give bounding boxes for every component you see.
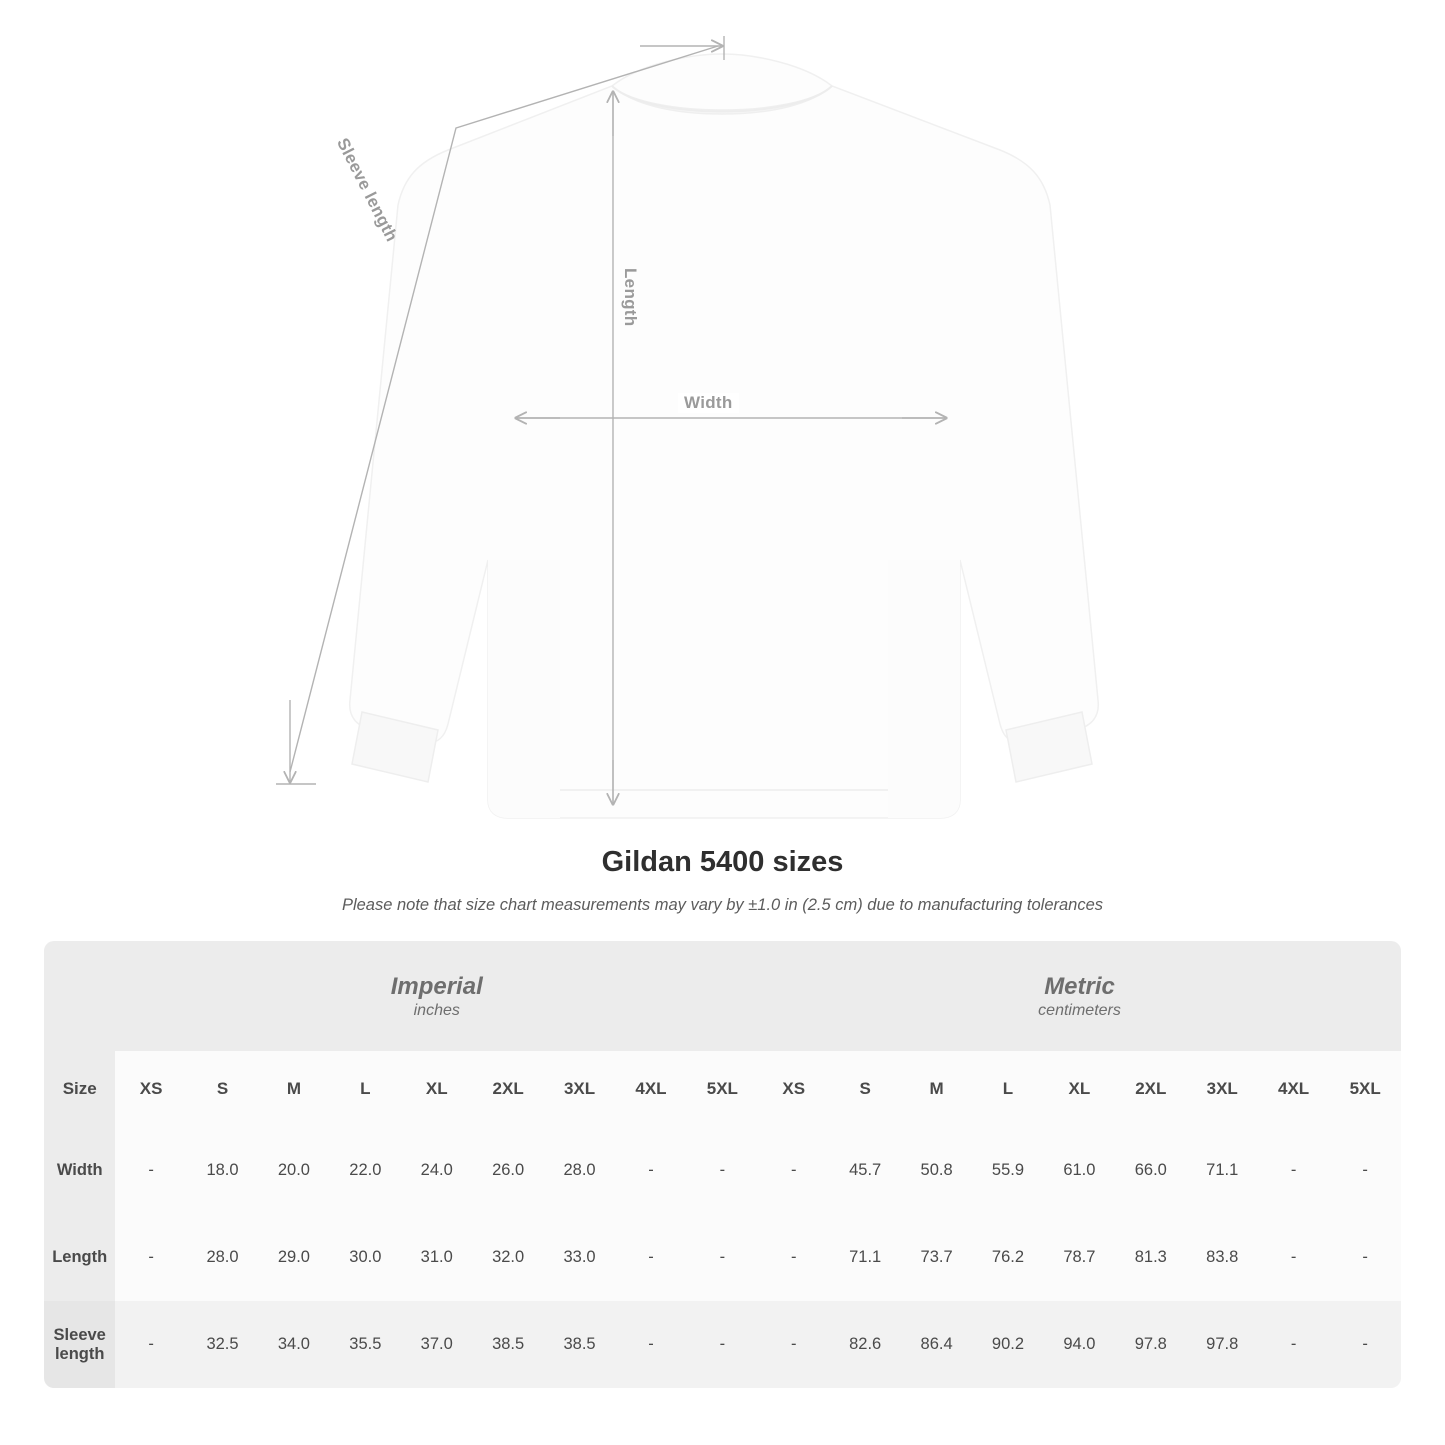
cell-sleeve-imp-s: 32.5	[187, 1301, 258, 1388]
cell-sleeve-met-l: 90.2	[972, 1301, 1043, 1388]
unit-imperial-sub: inches	[413, 1002, 460, 1019]
table-row	[44, 1301, 1401, 1388]
unit-metric-name: Metric	[1044, 973, 1115, 1000]
cell-sleeve-met-xs: -	[758, 1301, 829, 1388]
cell-sleeve-met-4xl: -	[1258, 1301, 1329, 1388]
length-label: Length	[621, 268, 640, 327]
cell-width-met-4xl: -	[1258, 1127, 1329, 1214]
cell-length-met-4xl: -	[1258, 1214, 1329, 1301]
cell-sleeve-imp-l: 35.5	[330, 1301, 401, 1388]
cell-length-imp-xs: -	[115, 1214, 186, 1301]
row-label-width: Width	[44, 1127, 115, 1214]
cell-length-imp-s: 28.0	[187, 1214, 258, 1301]
cell-length-met-2xl: 81.3	[1115, 1214, 1186, 1301]
cell-width-imp-s: 18.0	[187, 1127, 258, 1214]
cell-width-imp-4xl: -	[615, 1127, 686, 1214]
sleeve-length-label: Sleeve length	[333, 135, 402, 245]
cell-length-imp-5xl: -	[687, 1214, 758, 1301]
cell-sleeve-met-m: 86.4	[901, 1301, 972, 1388]
size-table	[44, 941, 1401, 1388]
cell-sleeve-met-3xl: 97.8	[1187, 1301, 1258, 1388]
col-head-imp-5xl: 5XL	[687, 1051, 758, 1127]
col-head-imp-3xl: 3XL	[544, 1051, 615, 1127]
col-head-met-s: S	[829, 1051, 900, 1127]
cell-width-met-m: 50.8	[901, 1127, 972, 1214]
cell-width-imp-5xl: -	[687, 1127, 758, 1214]
col-head-met-m: M	[901, 1051, 972, 1127]
cell-width-imp-l: 22.0	[330, 1127, 401, 1214]
cell-length-met-xl: 78.7	[1044, 1214, 1115, 1301]
row-header-title: Size	[44, 1051, 115, 1127]
row-label-length: Length	[44, 1214, 115, 1301]
cell-sleeve-met-xl: 94.0	[1044, 1301, 1115, 1388]
col-head-met-xl: XL	[1044, 1051, 1115, 1127]
cell-width-met-2xl: 66.0	[1115, 1127, 1186, 1214]
unit-header-row	[44, 941, 1401, 1051]
cell-width-met-3xl: 71.1	[1187, 1127, 1258, 1214]
cell-sleeve-imp-4xl: -	[615, 1301, 686, 1388]
unit-header-metric	[758, 941, 1401, 1051]
cell-width-imp-m: 20.0	[258, 1127, 329, 1214]
cell-width-imp-xl: 24.0	[401, 1127, 472, 1214]
unit-header-imperial	[115, 941, 758, 1051]
title-block	[0, 846, 1445, 915]
table-row	[44, 1127, 1401, 1214]
col-head-imp-l: L	[330, 1051, 401, 1127]
cell-length-imp-m: 29.0	[258, 1214, 329, 1301]
col-head-met-xs: XS	[758, 1051, 829, 1127]
cell-length-imp-4xl: -	[615, 1214, 686, 1301]
col-head-met-5xl: 5XL	[1329, 1051, 1401, 1127]
cell-sleeve-met-5xl: -	[1329, 1301, 1401, 1388]
cell-sleeve-imp-xs: -	[115, 1301, 186, 1388]
cell-width-met-l: 55.9	[972, 1127, 1043, 1214]
cell-sleeve-imp-3xl: 38.5	[544, 1301, 615, 1388]
width-label: Width	[678, 393, 739, 413]
cell-length-imp-3xl: 33.0	[544, 1214, 615, 1301]
cell-width-imp-2xl: 26.0	[472, 1127, 543, 1214]
page-title: Gildan 5400 sizes	[601, 846, 844, 878]
cell-width-met-xl: 61.0	[1044, 1127, 1115, 1214]
cell-length-met-m: 73.7	[901, 1214, 972, 1301]
cell-length-met-l: 76.2	[972, 1214, 1043, 1301]
col-head-met-3xl: 3XL	[1187, 1051, 1258, 1127]
unit-metric-sub: centimeters	[1038, 1002, 1121, 1019]
cell-length-met-s: 71.1	[829, 1214, 900, 1301]
col-head-imp-s: S	[187, 1051, 258, 1127]
col-head-imp-2xl: 2XL	[472, 1051, 543, 1127]
col-head-met-4xl: 4XL	[1258, 1051, 1329, 1127]
col-head-met-l: L	[972, 1051, 1043, 1127]
cell-sleeve-met-s: 82.6	[829, 1301, 900, 1388]
cell-sleeve-imp-xl: 37.0	[401, 1301, 472, 1388]
cell-sleeve-met-2xl: 97.8	[1115, 1301, 1186, 1388]
unit-imperial-name: Imperial	[390, 973, 483, 1000]
col-head-imp-xs: XS	[115, 1051, 186, 1127]
cell-sleeve-imp-5xl: -	[687, 1301, 758, 1388]
cell-width-imp-xs: -	[115, 1127, 186, 1214]
cell-width-met-5xl: -	[1329, 1127, 1401, 1214]
cell-sleeve-imp-2xl: 38.5	[472, 1301, 543, 1388]
col-head-imp-m: M	[258, 1051, 329, 1127]
tolerance-note: Please note that size chart measurements may vary by ±1.0 in (2.5 cm) due to manufacturing tolerances	[341, 896, 1104, 914]
row-label-sleeve-length: Sleeve length	[44, 1301, 115, 1388]
cell-length-met-5xl: -	[1329, 1214, 1401, 1301]
table-row	[44, 1214, 1401, 1301]
col-head-imp-xl: XL	[401, 1051, 472, 1127]
cell-length-imp-l: 30.0	[330, 1214, 401, 1301]
col-head-imp-4xl: 4XL	[615, 1051, 686, 1127]
cell-length-met-xs: -	[758, 1214, 829, 1301]
cell-length-imp-2xl: 32.0	[472, 1214, 543, 1301]
cell-width-met-s: 45.7	[829, 1127, 900, 1214]
cell-length-met-3xl: 83.8	[1187, 1214, 1258, 1301]
col-head-met-2xl: 2XL	[1115, 1051, 1186, 1127]
unit-header-spacer	[44, 941, 115, 1051]
cell-width-imp-3xl: 28.0	[544, 1127, 615, 1214]
cell-length-imp-xl: 31.0	[401, 1214, 472, 1301]
size-table-wrapper	[44, 941, 1401, 1388]
shirt-shape	[350, 54, 1099, 818]
cell-sleeve-imp-m: 34.0	[258, 1301, 329, 1388]
cell-width-met-xs: -	[758, 1127, 829, 1214]
column-header-row	[44, 1051, 1401, 1127]
